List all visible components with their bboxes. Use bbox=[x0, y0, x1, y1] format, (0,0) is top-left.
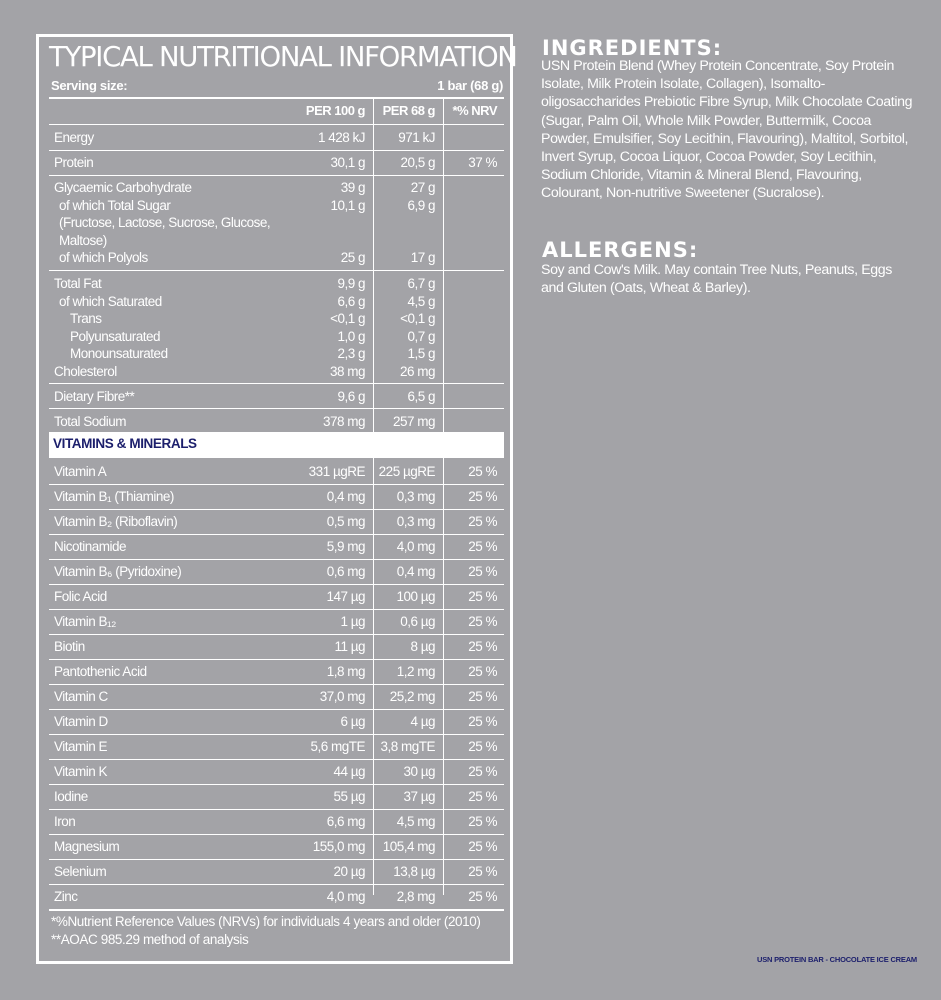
row-per68: 4,0 mg bbox=[396, 539, 435, 554]
row-per100: 0,5 mg bbox=[326, 514, 365, 529]
row-per68: 1,2 mg bbox=[396, 664, 435, 679]
row-per68: 25,2 mg bbox=[389, 689, 435, 704]
row-nrv: 25 % bbox=[468, 589, 497, 604]
row-per68: 8 µg bbox=[410, 639, 435, 654]
row-per100: 38 mg bbox=[329, 363, 365, 379]
row-per68: 225 µgRE bbox=[378, 464, 435, 479]
divider bbox=[49, 684, 504, 685]
row-per100: 331 µgRE bbox=[308, 464, 365, 479]
row-per100: 2,3 g bbox=[337, 346, 365, 361]
divider bbox=[49, 584, 504, 585]
divider bbox=[49, 884, 504, 885]
divider bbox=[49, 909, 504, 911]
row-per100: 9,9 g bbox=[337, 276, 365, 291]
row-nrv: 25 % bbox=[468, 639, 497, 654]
row-label: Monounsaturated bbox=[70, 346, 168, 361]
column-divider bbox=[373, 98, 374, 432]
vitamins-title: VITAMINS & MINERALS bbox=[53, 436, 197, 451]
row-per100: 5,9 mg bbox=[326, 539, 365, 554]
row-label: Zinc bbox=[54, 889, 78, 904]
row-per68: 6,5 g bbox=[407, 389, 435, 404]
row-nrv: 25 % bbox=[468, 889, 497, 904]
row-per100: 5,6 mgTE bbox=[310, 739, 365, 754]
row-per68: 6,9 g bbox=[407, 197, 435, 213]
row-nrv: 25 % bbox=[468, 539, 497, 554]
row-per68: 0,3 mg bbox=[396, 514, 435, 529]
row-per100: 30,1 g bbox=[330, 155, 365, 170]
divider bbox=[49, 97, 504, 99]
row-label: Total Sodium bbox=[54, 414, 127, 429]
row-nrv: 37 % bbox=[468, 155, 497, 170]
row-per68: 37 µg bbox=[403, 789, 435, 804]
column-divider bbox=[373, 458, 374, 895]
row-per68: 0,4 mg bbox=[396, 564, 435, 579]
row-nrv: 25 % bbox=[468, 814, 497, 829]
column-divider bbox=[443, 458, 444, 895]
divider bbox=[49, 859, 504, 860]
row-label: Iron bbox=[54, 814, 76, 829]
row-per100: 44 µg bbox=[333, 764, 365, 779]
row-per100: 155,0 mg bbox=[312, 839, 365, 854]
divider bbox=[49, 534, 504, 535]
row-per100: 1 µg bbox=[340, 614, 365, 629]
row-per100: 25 g bbox=[340, 250, 365, 265]
row-label: Vitamin A bbox=[54, 464, 107, 479]
row-per68: 17 g bbox=[410, 250, 435, 265]
row-label: Magnesium bbox=[54, 839, 120, 854]
row-label: Glycaemic Carbohydrate bbox=[54, 180, 192, 195]
divider bbox=[49, 634, 504, 635]
row-per100: 1 428 kJ bbox=[317, 130, 365, 145]
row-per68: 30 µg bbox=[403, 764, 435, 779]
row-label: Vitamin B₁ (Thiamine) bbox=[54, 489, 174, 504]
row-nrv: 25 % bbox=[468, 739, 497, 754]
row-label: Vitamin C bbox=[54, 689, 108, 704]
row-per100: 6,6 mg bbox=[326, 814, 365, 829]
serving-value: 1 bar (68 g) bbox=[437, 78, 503, 93]
row-nrv: 25 % bbox=[468, 514, 497, 529]
row-per100: 4,0 mg bbox=[326, 889, 365, 904]
row-per68: 100 µg bbox=[396, 589, 435, 604]
row-label: Vitamin B₆ (Pyridoxine) bbox=[54, 564, 182, 579]
divider bbox=[49, 834, 504, 835]
row-label: Polyunsaturated bbox=[70, 328, 161, 344]
row-label: of which Saturated bbox=[59, 293, 162, 309]
nutrition-panel bbox=[36, 34, 517, 964]
row-per100: 0,6 mg bbox=[326, 564, 365, 579]
row-label: Vitamin K bbox=[54, 764, 108, 779]
row-per68: 3,8 mgTE bbox=[380, 739, 435, 754]
divider bbox=[49, 759, 504, 760]
row-nrv: 25 % bbox=[468, 464, 497, 479]
row-per100: 20 µg bbox=[333, 864, 365, 879]
header-per68: PER 68 g bbox=[382, 103, 435, 118]
panel-title: TYPICAL NUTRITIONAL INFORMATION bbox=[49, 41, 517, 73]
row-per100: 0,4 mg bbox=[326, 489, 365, 504]
divider bbox=[49, 609, 504, 610]
row-per100: 6,6 g bbox=[337, 293, 365, 309]
ingredients-heading: INGREDIENTS: bbox=[542, 36, 723, 60]
row-label: Vitamin B₂ (Riboflavin) bbox=[54, 514, 178, 529]
row-label: Protein bbox=[54, 155, 94, 170]
serving-size bbox=[51, 78, 503, 93]
row-per100: 10,1 g bbox=[330, 197, 365, 213]
row-nrv: 25 % bbox=[468, 789, 497, 804]
header-per100: PER 100 g bbox=[305, 103, 365, 118]
row-label: Nicotinamide bbox=[54, 539, 127, 554]
row-per68: <0,1 g bbox=[400, 311, 435, 326]
row-per100: 1,8 mg bbox=[326, 664, 365, 679]
row-label: Trans bbox=[70, 311, 102, 326]
header-nrv: *% NRV bbox=[452, 103, 497, 118]
allergens-heading: ALLERGENS: bbox=[542, 238, 699, 262]
row-nrv: 25 % bbox=[468, 489, 497, 504]
row-label: Iodine bbox=[54, 789, 88, 804]
row-label: Vitamin E bbox=[54, 739, 108, 754]
row-per100: 1,0 g bbox=[337, 328, 365, 344]
allergens-text: Soy and Cow's Milk. May contain Tree Nuts, Peanuts, Eggs and Gluten (Oats, Wheat & Barley). bbox=[541, 262, 892, 297]
row-nrv: 25 % bbox=[468, 614, 497, 629]
row-per68: 4,5 g bbox=[407, 293, 435, 309]
row-per68: 0,7 g bbox=[407, 328, 435, 344]
row-label: of which Polyols bbox=[59, 250, 148, 265]
row-per68: 13,8 µg bbox=[393, 864, 435, 879]
row-label: Dietary Fibre** bbox=[54, 389, 135, 404]
row-label: Selenium bbox=[54, 864, 107, 879]
row-per68: 0,6 µg bbox=[400, 614, 435, 629]
row-nrv: 25 % bbox=[468, 764, 497, 779]
row-nrv: 25 % bbox=[468, 864, 497, 879]
row-per68: 0,3 mg bbox=[396, 489, 435, 504]
row-per100: 39 g bbox=[340, 180, 365, 195]
row-per68: 6,7 g bbox=[407, 276, 435, 291]
divider bbox=[49, 484, 504, 485]
row-per100: 6 µg bbox=[340, 714, 365, 729]
row-label: Vitamin D bbox=[54, 714, 108, 729]
row-per100: <0,1 g bbox=[330, 311, 365, 326]
serving-label: Serving size: bbox=[51, 78, 128, 93]
row-nrv: 25 % bbox=[468, 689, 497, 704]
divider bbox=[49, 709, 504, 710]
divider bbox=[49, 509, 504, 510]
row-label: (Fructose, Lactose, Sucrose, Glucose, bbox=[59, 215, 271, 230]
divider bbox=[49, 659, 504, 660]
row-nrv: 25 % bbox=[468, 839, 497, 854]
row-per100: 378 mg bbox=[322, 414, 365, 429]
divider bbox=[49, 559, 504, 560]
row-per68: 971 kJ bbox=[398, 130, 435, 145]
row-per68: 105,4 mg bbox=[382, 839, 435, 854]
row-label: Maltose) bbox=[59, 232, 107, 248]
row-per68: 20,5 g bbox=[400, 155, 435, 170]
row-per68: 2,8 mg bbox=[396, 889, 435, 904]
divider bbox=[49, 734, 504, 735]
row-label: Pantothenic Acid bbox=[54, 664, 147, 679]
divider bbox=[49, 270, 504, 271]
row-label: Biotin bbox=[54, 639, 85, 654]
divider bbox=[49, 809, 504, 810]
row-nrv: 25 % bbox=[468, 714, 497, 729]
row-per68: 26 mg bbox=[399, 363, 435, 379]
row-per68: 1,5 g bbox=[407, 346, 435, 361]
row-per100: 11 µg bbox=[334, 639, 365, 654]
row-per100: 55 µg bbox=[333, 789, 365, 804]
row-per100: 37,0 mg bbox=[319, 689, 365, 704]
divider bbox=[49, 408, 504, 409]
row-per68: 27 g bbox=[410, 180, 435, 195]
row-label: Folic Acid bbox=[54, 589, 107, 604]
divider bbox=[49, 150, 504, 151]
row-label: Total Fat bbox=[54, 276, 102, 291]
row-label: Energy bbox=[54, 130, 94, 145]
row-label: Cholesterol bbox=[54, 363, 117, 379]
divider bbox=[49, 784, 504, 785]
ingredients-text: USN Protein Blend (Whey Protein Concentrate, Soy Protein Isolate, Milk Protein Isolate, Collagen), Isomalto-oligosaccharides Prebiotic Fibre Syrup, Milk Chocolate Coating (Sugar, Palm Oil, Whole Milk Powder, Buttermilk, Cocoa Powder, Emulsifier, Soy Lecithin, Flavouring), Maltitol, Sorbitol, Invert Syrup, Cocoa Liquor, Cocoa Powder, Soy Lecithin, Sodium Chloride, Vitamin & Mineral Blend, Flavouring, Colourant, Non-nutritive Sweetener (Sucralose). bbox=[541, 58, 913, 202]
column-divider bbox=[443, 98, 444, 432]
row-per68: 4,5 mg bbox=[396, 814, 435, 829]
row-nrv: 25 % bbox=[468, 564, 497, 579]
divider bbox=[49, 383, 504, 384]
row-per100: 147 µg bbox=[326, 589, 365, 604]
row-label: of which Total Sugar bbox=[59, 197, 171, 213]
row-per100: 9,6 g bbox=[337, 389, 365, 404]
row-per68: 4 µg bbox=[410, 714, 435, 729]
row-label: Vitamin B₁₂ bbox=[54, 614, 116, 629]
footnote-nrv: *%Nutrient Reference Values (NRVs) for individuals 4 years and older (2010) bbox=[51, 914, 481, 929]
divider bbox=[49, 175, 504, 176]
row-per68: 257 mg bbox=[392, 414, 435, 429]
product-footer: USN PROTEIN BAR - CHOCOLATE ICE CREAM bbox=[757, 955, 917, 964]
footnote-aoac: **AOAC 985.29 method of analysis bbox=[51, 932, 249, 947]
row-nrv: 25 % bbox=[468, 664, 497, 679]
divider bbox=[49, 124, 504, 125]
